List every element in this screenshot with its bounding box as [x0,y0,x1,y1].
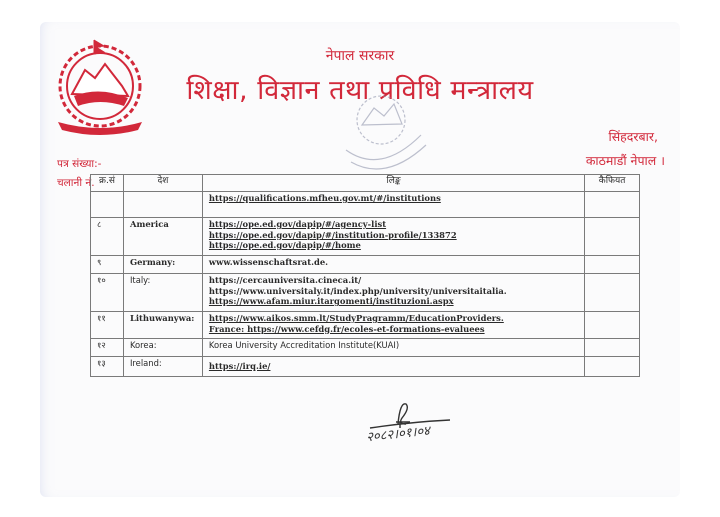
link-america-agency-list[interactable]: https://ope.ed.gov/dapip/#/agency-list [208,219,387,229]
header-serial: क्र.सं [91,175,124,192]
letter-number-label: पत्र संख्या:- [57,158,102,170]
ministry-title: शिक्षा, विज्ञान तथा प्रविधि मन्त्रालय [186,75,534,106]
link-america-home[interactable]: https://ope.ed.gov/dapip/#/home [208,240,361,250]
address-line-1: सिंहदरबार, [608,129,658,144]
address-line-2: काठमाडौं नेपाल । [585,153,665,168]
row-country: Korea: [123,339,202,357]
table-row [91,218,640,256]
table-row [91,312,640,339]
row-serial: १० [91,274,124,312]
table-row [91,256,640,274]
korea-institute-text: Korea University Accreditation Institute(KUAI) [208,340,400,350]
row-country: America [123,218,202,256]
row-remark [585,192,640,218]
table-row [91,192,640,218]
row-links [202,357,584,377]
row-links [202,192,584,218]
row-remark [585,218,640,256]
link-america-institution-profile[interactable]: https://ope.ed.gov/dapip/#/institution-profile/133872 [208,229,457,240]
row-links [202,218,584,256]
signature-date: २०८२।०१।०४ [365,423,431,446]
row-serial: १३ [91,357,124,377]
table-row [91,339,640,357]
row-remark [585,357,640,377]
link-ireland-qqi[interactable]: https://irq.ie/ [208,361,271,371]
row-country: Germany: [123,256,202,274]
link-lithuania-aikos[interactable]: https://www.aikos.smm.lt/StudyPragramm/EducationProviders. [208,313,504,323]
link-france-cefdg[interactable]: France: https://www.cefdg.fr/ecoles-et-formations-evaluees [208,323,485,334]
row-links [202,256,584,274]
link-italy-cercauniversita[interactable]: https://cercauniversita.cineca.it/ [208,275,362,285]
institutions-table [90,174,640,377]
row-serial: ९ [91,256,124,274]
table-row [91,357,640,377]
row-country: Lithuwanywa: [123,312,202,339]
header-remarks: कैफियत [585,175,640,192]
header-country: देश [123,175,202,192]
table-row [91,274,640,312]
row-links [202,274,584,312]
link-italy-universitaly[interactable]: https://www.universitaly.it/index.php/university/universitaitalia. [208,285,507,296]
row-links [202,312,584,339]
header-links: लिङ्क [202,175,584,192]
row-remark [585,274,640,312]
row-serial [91,192,124,218]
row-remark [585,256,640,274]
dispatch-number-label: चलानी नं. [57,177,95,189]
row-country [123,192,202,218]
link-germany[interactable]: www.wissenschaftsrat.de. [208,257,329,267]
row-serial: ८ [91,218,124,256]
link-italy-afam[interactable]: https://www.afam.miur.itargomenti/instituzioni.aspx [208,296,454,306]
row-remark [585,339,640,357]
official-seal-icon [326,90,436,180]
link-malta-qualifications[interactable]: https://qualifications.mfheu.gov.mt/#/institutions [208,193,441,203]
row-country: Italy: [123,274,202,312]
row-links [202,339,584,357]
government-title: नेपाल सरकार [325,48,395,64]
row-country: Ireland: [123,357,202,377]
table-header-row [91,175,640,192]
row-remark [585,312,640,339]
row-serial: १२ [91,339,124,357]
row-serial: ११ [91,312,124,339]
